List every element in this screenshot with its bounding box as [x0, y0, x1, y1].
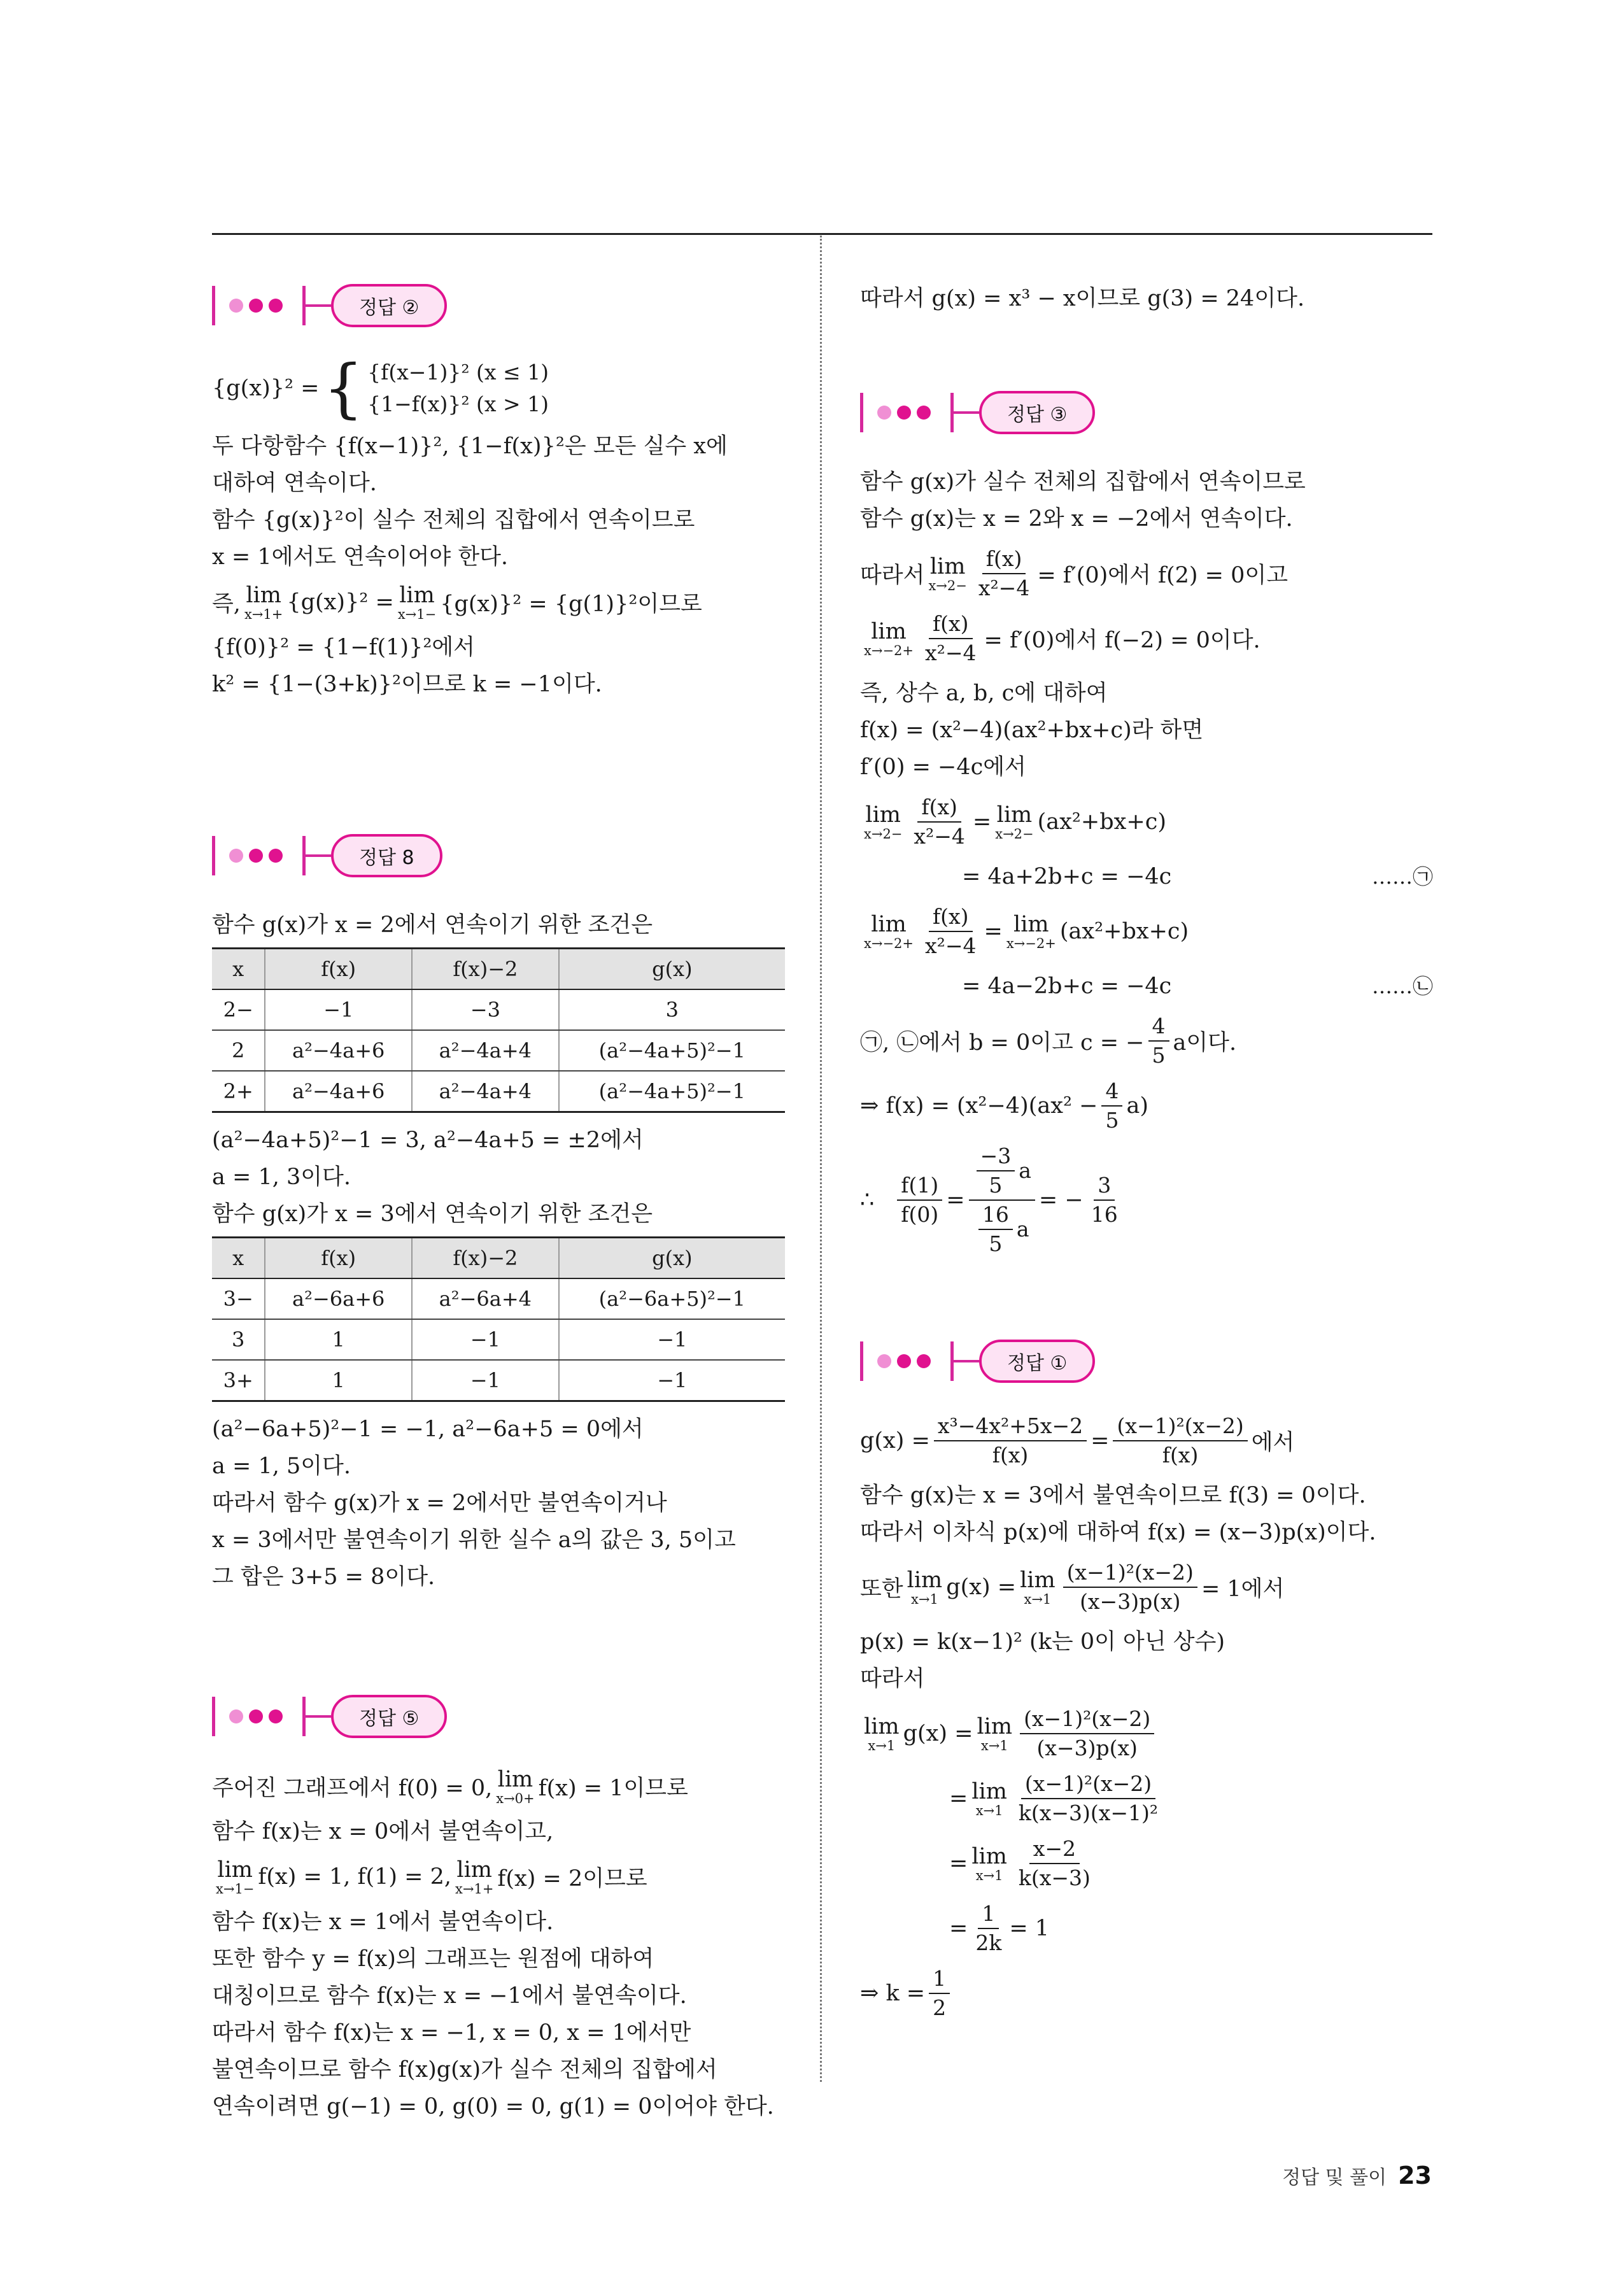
- table-header: f(x): [265, 1238, 412, 1279]
- dot-icon: [229, 1709, 243, 1723]
- table-cell: 1: [265, 1319, 412, 1360]
- text-fragment: f(x) = 1, f(1) = 2,: [258, 1864, 452, 1890]
- table-row: [212, 1071, 785, 1112]
- limit-line: [860, 545, 1433, 602]
- text-fragment: 따라서: [860, 563, 925, 588]
- table-cell: −1: [559, 1360, 785, 1401]
- fraction: $\frac{\text{(x−1)²(x−2)}}{\text{k(x−3)(x−1)²}}$: [1018, 1771, 1159, 1825]
- fraction: $\frac{f(x)}{\text{x²−4}}$: [925, 611, 977, 665]
- table-cell: −1: [412, 1319, 559, 1360]
- table-cell: a²−6a+4: [412, 1278, 559, 1319]
- text-line: 함수 g(x)가 x = 2에서 연속이기 위한 조건은: [212, 912, 653, 938]
- table-header: g(x): [559, 949, 785, 990]
- dot-icon: [249, 849, 263, 863]
- table-row: [212, 989, 785, 1030]
- page-footer: [1282, 2161, 1432, 2190]
- limit: lim x→1+: [244, 583, 283, 622]
- fraction: $\frac{4}{5}$: [1101, 1077, 1122, 1135]
- text-fragment: (ax²+bx+c): [1037, 809, 1166, 835]
- text-line: (a²−6a+5)²−1 = −1, a²−6a+5 = 0에서: [212, 1417, 644, 1442]
- column-divider: [820, 236, 822, 2082]
- tee-connector: [950, 393, 979, 432]
- fraction: $\frac{f(x)}{\text{x²−4}}$: [925, 904, 977, 958]
- dot-icon: [897, 406, 911, 420]
- limit: lim x→1: [907, 1567, 943, 1607]
- table-cell: a²−4a+6: [265, 1030, 412, 1071]
- page-number: 23: [1398, 2161, 1432, 2190]
- therefore-symbol: ∴: [860, 1187, 875, 1213]
- fraction: $\frac{\text{(x−1)²(x−2)}}{(x-3)p(x)}$: [1020, 1705, 1154, 1762]
- text-fragment: {g(x)}² = {g(1)}²이므로: [440, 591, 702, 617]
- table-cell: −1: [559, 1319, 785, 1360]
- text-fragment: =: [972, 809, 992, 835]
- table-cell: 2+: [212, 1071, 265, 1112]
- limit: lim x→2−: [995, 802, 1034, 842]
- text-fragment: a): [1126, 1093, 1148, 1119]
- table-cell: 2−: [212, 989, 265, 1030]
- limit: lim x→1−: [397, 583, 437, 622]
- table-header: x: [212, 1238, 265, 1279]
- text-fragment: (ax²+bx+c): [1059, 919, 1189, 944]
- table-header: f(x)−2: [412, 949, 559, 990]
- limit: lim x→1+: [455, 1857, 494, 1897]
- fraction: $\frac{1}{2}$: [929, 1965, 950, 2022]
- text-line: 즉, 상수 a, b, c에 대하여: [860, 681, 1108, 706]
- table-cell: −3: [412, 989, 559, 1030]
- limit-line: [212, 1767, 785, 1806]
- equation-line: [860, 858, 1433, 895]
- text-fragment: =: [984, 919, 1003, 944]
- limit-line: [860, 1835, 1433, 1892]
- table-cell: a²−4a+4: [412, 1071, 559, 1112]
- text-fragment: =: [946, 1187, 965, 1213]
- table-cell: 3: [559, 989, 785, 1030]
- table-cell: (a²−4a+5)²−1: [559, 1030, 785, 1071]
- limit: lim x→2−: [928, 554, 967, 593]
- limit: lim x→−2+: [864, 619, 914, 658]
- case-line: {1−f(x)}² (x > 1): [367, 392, 549, 416]
- text-line: 그 합은 3+5 = 8이다.: [212, 1564, 435, 1590]
- cases-definition: [212, 351, 785, 425]
- header-bar: [212, 836, 215, 875]
- text-line: p(x) = k(x−1)² (k는 0이 아닌 상수): [860, 1629, 1225, 1655]
- fraction: $\frac{1}{2k}$: [975, 1901, 1002, 1955]
- math-line: [860, 1412, 1433, 1469]
- text-line: (a²−4a+5)²−1 = 3, a²−4a+5 = ±2에서: [212, 1128, 644, 1153]
- limit: lim x→1: [1020, 1567, 1056, 1607]
- fraction: $\frac{4}{5}$: [1148, 1012, 1169, 1070]
- table-cell: (a²−6a+5)²−1: [559, 1278, 785, 1319]
- limit-line: [212, 583, 785, 621]
- tee-connector: [302, 836, 331, 875]
- answer-label: 정답 8: [331, 834, 442, 877]
- text-line: a = 1, 5이다.: [212, 1454, 351, 1479]
- case-line: {f(x−1)}² (x ≤ 1): [367, 360, 549, 385]
- equation-tag: ……㉡: [1371, 974, 1433, 998]
- text-line: x = 1에서도 연속이어야 한다.: [212, 544, 509, 570]
- table-row: [212, 1360, 785, 1401]
- answer-header-5: [860, 1336, 1433, 1387]
- dot-icon: [877, 406, 891, 420]
- compound-fraction: $\frac{-3}{5}$ a $\frac{16}{5}$ a: [969, 1142, 1035, 1258]
- table-header: x: [212, 949, 265, 990]
- text-fragment: =: [949, 1786, 968, 1811]
- fraction: $\frac{f(x)}{\text{x²−4}}$: [978, 546, 1030, 600]
- tee-connector: [302, 1697, 331, 1736]
- text-fragment: {g(x)}² =: [286, 590, 394, 615]
- text-fragment: g(x) =: [903, 1721, 973, 1746]
- text-line: x = 3에서만 불연속이기 위한 실수 a의 값은 3, 5이고: [212, 1527, 736, 1553]
- brace-icon: {: [323, 351, 364, 425]
- fraction: $\frac{f(1)}{f(0)}$: [897, 1171, 942, 1229]
- fraction: $\frac{\text{x³−4x²+5x−2}}{f(x)}$: [934, 1412, 1087, 1469]
- answer-header-3: [212, 1691, 785, 1742]
- fraction: $\frac{-3}{5}$: [977, 1142, 1015, 1199]
- text-line: 함수 f(x)는 x = 1에서 불연속이다.: [212, 1909, 554, 1935]
- text-fragment: = f′(0)에서 f(2) = 0이고: [1037, 563, 1289, 588]
- dot-icon: [249, 299, 263, 313]
- limit-line: [860, 1705, 1433, 1762]
- header-bar: [860, 393, 863, 432]
- text-fragment: g(x) =: [860, 1428, 930, 1454]
- limit: lim x→1: [971, 1779, 1007, 1818]
- text-line: f(x) = (x²−4)(ax²+bx+c)라 하면: [860, 718, 1204, 743]
- limit-line: [860, 793, 1433, 851]
- table-cell: 3+: [212, 1360, 265, 1401]
- text-line: 따라서: [860, 1666, 925, 1692]
- text-line: 또한 함수 y = f(x)의 그래프는 원점에 대하여: [212, 1946, 654, 1972]
- table-row: [212, 1278, 785, 1319]
- text-fragment: 또한: [860, 1576, 903, 1602]
- answer-label: 정답 ①: [979, 1340, 1095, 1383]
- dot-icon: [249, 1709, 263, 1723]
- tee-connector: [302, 286, 331, 325]
- text-fragment: = 4a−2b+c = −4c: [962, 973, 1172, 999]
- text-line: 따라서 함수 g(x)가 x = 2에서만 불연속이거나: [212, 1490, 667, 1516]
- text-line: 함수 g(x)가 x = 3에서 연속이기 위한 조건은: [212, 1201, 653, 1227]
- dot-icon: [897, 1354, 911, 1368]
- equation-tag: ……㉠: [1371, 865, 1433, 889]
- fraction: $\frac{x-2}{k(x-3)}$: [1018, 1836, 1091, 1890]
- table-cell: 3: [212, 1319, 265, 1360]
- limit: lim x→1: [971, 1844, 1007, 1883]
- text-fragment: = 1에서: [1201, 1576, 1285, 1602]
- math-line: [860, 1965, 1433, 2022]
- table-cell: −1: [412, 1360, 559, 1401]
- table-cell: 3−: [212, 1278, 265, 1319]
- text-line: 따라서 g(x) = x³ − x이므로 g(3) = 24이다.: [860, 286, 1305, 311]
- text-line: 불연속이므로 함수 f(x)g(x)가 실수 전체의 집합에서: [212, 2057, 717, 2083]
- top-rule: [212, 233, 1432, 235]
- answer-header-2: [212, 830, 785, 881]
- footer-label: 정답 및 풀이: [1282, 2167, 1387, 2189]
- tee-connector: [950, 1341, 979, 1381]
- table-cell: −1: [265, 989, 412, 1030]
- dot-icon: [229, 299, 243, 313]
- text-line: 함수 {g(x)}²이 실수 전체의 집합에서 연속이므로: [212, 507, 695, 533]
- dot-icon: [917, 1354, 931, 1368]
- limit: lim x→−2+: [864, 912, 914, 951]
- text-line: 함수 g(x)가 실수 전체의 집합에서 연속이므로: [860, 469, 1306, 495]
- text-fragment: = 1: [1009, 1916, 1050, 1941]
- table-header: g(x): [559, 1238, 785, 1279]
- text-line: 두 다항함수 {f(x−1)}², {1−f(x)}²은 모든 실수 x에: [212, 434, 728, 459]
- text-fragment: 주어진 그래프에서 f(0) = 0,: [212, 1776, 493, 1801]
- limit: lim x→1: [864, 1714, 900, 1753]
- limit: lim x→1−: [216, 1857, 255, 1897]
- dot-icon: [269, 849, 283, 863]
- text-fragment: = −: [1038, 1187, 1084, 1213]
- text-fragment: 에서: [1251, 1430, 1295, 1455]
- text-line: 연속이려면 g(−1) = 0, g(0) = 0, g(1) = 0이어야 한다.: [212, 2094, 774, 2119]
- fraction: $\frac{\text{(x−1)²(x−2)}}{f(x)}$: [1113, 1412, 1247, 1469]
- dot-icon: [269, 1709, 283, 1723]
- answer-label: 정답 ②: [331, 284, 447, 327]
- dot-icon: [917, 406, 931, 420]
- text-fragment: ⇒ k =: [860, 1981, 926, 2006]
- text-fragment: f(x) = 1이므로: [538, 1776, 688, 1801]
- table-cell: (a²−4a+5)²−1: [559, 1071, 785, 1112]
- table-row: [212, 1319, 785, 1360]
- table-cell: a²−4a+6: [265, 1071, 412, 1112]
- math-line: [860, 1012, 1433, 1070]
- answer-header-4: [860, 387, 1433, 438]
- limit: lim x→−2+: [1006, 912, 1056, 951]
- fraction: $\frac{16}{5}$: [978, 1201, 1013, 1258]
- text-fragment: =: [949, 1851, 968, 1876]
- right-column: [860, 280, 1433, 2030]
- text-fragment: ⇒ f(x) = (x²−4)(ax² −: [860, 1093, 1098, 1119]
- text-line: 함수 g(x)는 x = 3에서 불연속이므로 f(3) = 0이다.: [860, 1483, 1366, 1508]
- text-fragment: a이다.: [1173, 1030, 1237, 1056]
- limit-line: [860, 903, 1433, 960]
- table-cell: 1: [265, 1360, 412, 1401]
- dot-icon: [269, 299, 283, 313]
- text-line: 대하여 연속이다.: [212, 470, 377, 496]
- text-fragment: ㉠, ㉡에서 b = 0이고 c = −: [860, 1030, 1145, 1056]
- text-fragment: = f′(0)에서 f(−2) = 0이다.: [984, 628, 1260, 653]
- limit: lim x→1: [977, 1714, 1013, 1753]
- header-bar: [212, 1697, 215, 1736]
- table-header: f(x)−2: [412, 1238, 559, 1279]
- table-cell: a²−6a+6: [265, 1278, 412, 1319]
- limit-line: [860, 610, 1433, 667]
- header-bar: [860, 1341, 863, 1381]
- limit-line: [212, 1858, 785, 1896]
- fraction: $\frac{3}{16}$: [1091, 1173, 1118, 1227]
- fraction: $\frac{f(x)}{\text{x²−4}}$: [914, 795, 965, 849]
- dot-icon: [229, 849, 243, 863]
- text-fragment: g(x) =: [946, 1574, 1017, 1600]
- limit-line: [860, 1559, 1433, 1616]
- header-bar: [212, 286, 215, 325]
- text-fragment: f(x) = 2이므로: [497, 1866, 647, 1892]
- answer-header-1: [212, 280, 785, 331]
- table-cell: 2: [212, 1030, 265, 1071]
- text-line: 따라서 함수 f(x)는 x = −1, x = 0, x = 1에서만: [212, 2020, 691, 2046]
- text-line: 대칭이므로 함수 f(x)는 x = −1에서 불연속이다.: [212, 1983, 687, 2009]
- math-line: [860, 1142, 1433, 1258]
- table-row: [212, 1030, 785, 1071]
- dot-icon: [877, 1354, 891, 1368]
- table-cell: a²−4a+4: [412, 1030, 559, 1071]
- answer-label: 정답 ⑤: [331, 1695, 447, 1738]
- text-fragment: =: [949, 1916, 968, 1941]
- text-line: 함수 f(x)는 x = 0에서 불연속이고,: [212, 1819, 554, 1844]
- left-column: [212, 280, 785, 2125]
- text-fragment: 즉,: [212, 591, 241, 617]
- equation-line: [860, 968, 1433, 1005]
- table-header: f(x): [265, 949, 412, 990]
- cases-block: [319, 351, 549, 425]
- limit: lim x→0+: [496, 1767, 535, 1806]
- text-line: k² = {1−(3+k)}²이므로 k = −1이다.: [212, 672, 602, 697]
- fraction: $\frac{\text{(x−1)²(x−2)}}{(x-3)p(x)}$: [1063, 1559, 1197, 1616]
- continuity-table-2: [212, 1236, 785, 1402]
- text-line: a = 1, 3이다.: [212, 1164, 351, 1190]
- text-line: f′(0) = −4c에서: [860, 754, 1026, 780]
- limit-line: [860, 1770, 1433, 1827]
- limit: lim x→2−: [864, 802, 903, 842]
- math-line: [860, 1900, 1433, 1957]
- text-fragment: =: [1091, 1428, 1110, 1454]
- text-fragment: = 4a+2b+c = −4c: [962, 864, 1172, 889]
- cases-lhs: {g(x)}² =: [212, 376, 320, 401]
- text-line: 따라서 이차식 p(x)에 대하여 f(x) = (x−3)p(x)이다.: [860, 1520, 1376, 1545]
- text-line: 함수 g(x)는 x = 2와 x = −2에서 연속이다.: [860, 506, 1293, 532]
- continuity-table-1: [212, 947, 785, 1113]
- math-line: [860, 1077, 1433, 1135]
- text-line: {f(0)}² = {1−f(1)}²에서: [212, 635, 475, 660]
- answer-label: 정답 ③: [979, 391, 1095, 434]
